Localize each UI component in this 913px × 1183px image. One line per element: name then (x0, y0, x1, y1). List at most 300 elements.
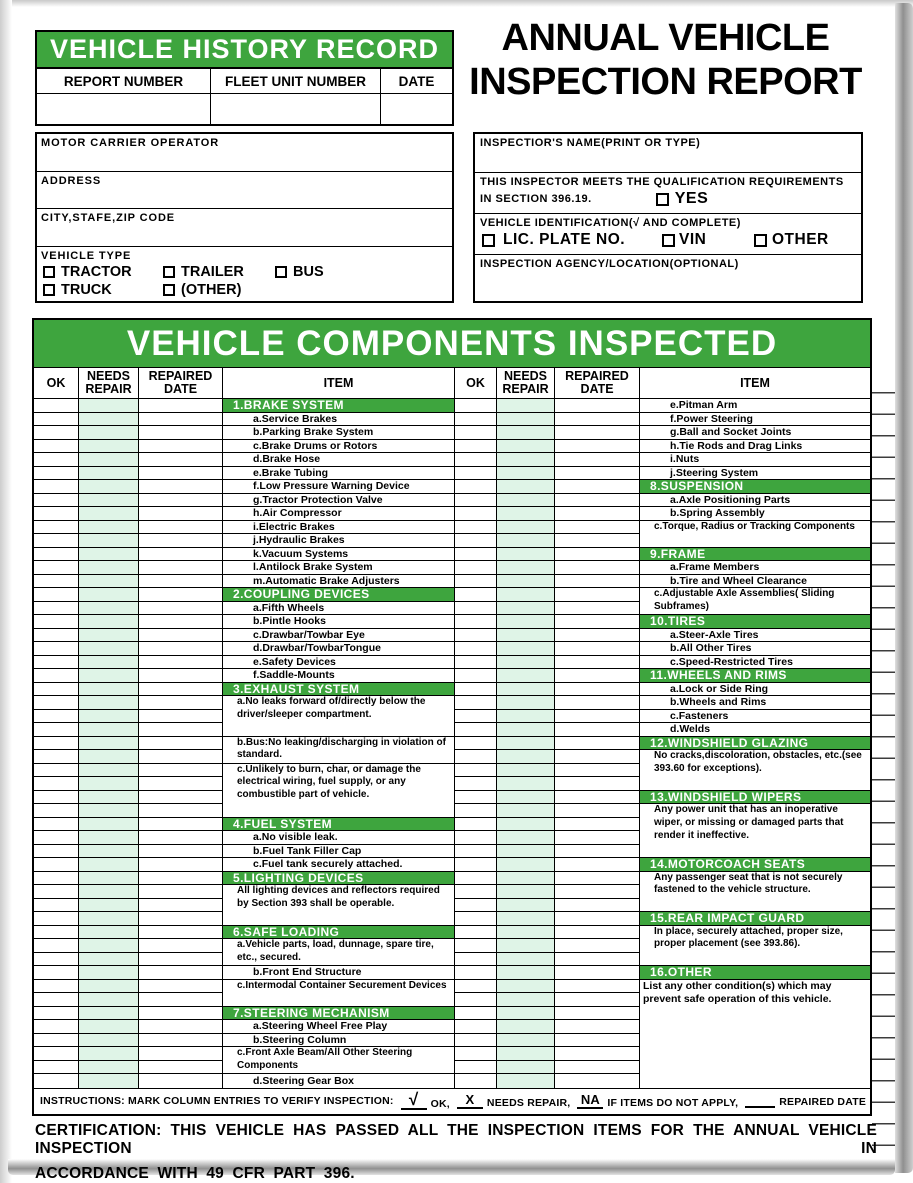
ok-cell[interactable] (455, 831, 497, 844)
repaired-date-cell[interactable] (139, 1034, 223, 1047)
needs-repair-cell[interactable] (497, 791, 555, 804)
needs-repair-cell[interactable] (79, 561, 139, 574)
needs-repair-cell[interactable] (79, 669, 139, 682)
checkbox-icon[interactable] (482, 234, 495, 247)
needs-repair-cell[interactable] (79, 980, 139, 993)
ok-cell[interactable] (455, 939, 497, 952)
needs-repair-cell[interactable] (497, 507, 555, 520)
repaired-date-cell[interactable] (139, 966, 223, 979)
repaired-date-cell[interactable] (555, 588, 640, 601)
checkbox-icon[interactable] (163, 266, 175, 278)
needs-repair-cell[interactable] (79, 426, 139, 439)
repaired-date-cell[interactable] (555, 845, 640, 858)
needs-repair-cell[interactable] (497, 588, 555, 601)
date-cell[interactable] (381, 94, 452, 124)
motor-carrier-operator-field[interactable] (37, 134, 452, 172)
ok-cell[interactable] (455, 521, 497, 534)
needs-repair-cell[interactable] (497, 912, 555, 925)
vehicle-type-option-trailer[interactable]: TRAILER (163, 264, 275, 280)
ok-cell[interactable] (455, 1020, 497, 1033)
ok-cell[interactable] (455, 845, 497, 858)
vehicle-id-option-vin[interactable]: VIN (662, 231, 754, 249)
repaired-date-cell[interactable] (555, 629, 640, 642)
ok-cell[interactable] (34, 480, 79, 493)
repaired-date-cell[interactable] (555, 831, 640, 844)
ok-cell[interactable] (34, 764, 79, 777)
needs-repair-cell[interactable] (79, 777, 139, 790)
vehicle-type-option-tractor[interactable]: TRACTOR (43, 264, 163, 280)
repaired-date-cell[interactable] (555, 413, 640, 426)
needs-repair-cell[interactable] (79, 534, 139, 547)
ok-cell[interactable] (455, 737, 497, 750)
needs-repair-cell[interactable] (79, 953, 139, 966)
repaired-date-cell[interactable] (139, 575, 223, 588)
ok-cell[interactable] (455, 1007, 497, 1020)
needs-repair-cell[interactable] (497, 804, 555, 817)
repaired-date-cell[interactable] (555, 764, 640, 777)
repaired-date-cell[interactable] (139, 899, 223, 912)
needs-repair-cell[interactable] (497, 737, 555, 750)
repaired-date-cell[interactable] (139, 845, 223, 858)
repaired-date-cell[interactable] (555, 656, 640, 669)
ok-cell[interactable] (34, 1061, 79, 1074)
repaired-date-cell[interactable] (555, 966, 640, 979)
needs-repair-cell[interactable] (497, 818, 555, 831)
needs-repair-cell[interactable] (79, 615, 139, 628)
ok-cell[interactable] (34, 669, 79, 682)
ok-cell[interactable] (34, 710, 79, 723)
ok-cell[interactable] (455, 858, 497, 871)
needs-repair-cell[interactable] (79, 494, 139, 507)
repaired-date-cell[interactable] (139, 980, 223, 993)
needs-repair-cell[interactable] (497, 980, 555, 993)
ok-cell[interactable] (455, 777, 497, 790)
ok-cell[interactable] (34, 521, 79, 534)
ok-cell[interactable] (34, 575, 79, 588)
repaired-date-cell[interactable] (139, 629, 223, 642)
ok-cell[interactable] (455, 912, 497, 925)
repaired-date-cell[interactable] (555, 858, 640, 871)
ok-cell[interactable] (34, 737, 79, 750)
repaired-date-cell[interactable] (139, 993, 223, 1006)
repaired-date-cell[interactable] (139, 737, 223, 750)
repaired-date-cell[interactable] (139, 561, 223, 574)
needs-repair-cell[interactable] (79, 993, 139, 1006)
ok-cell[interactable] (34, 791, 79, 804)
repaired-date-cell[interactable] (555, 777, 640, 790)
needs-repair-cell[interactable] (79, 507, 139, 520)
needs-repair-cell[interactable] (79, 602, 139, 615)
repaired-date-cell[interactable] (555, 723, 640, 736)
needs-repair-cell[interactable] (79, 575, 139, 588)
repaired-date-cell[interactable] (139, 453, 223, 466)
checkbox-icon[interactable] (43, 266, 55, 278)
repaired-date-cell[interactable] (139, 710, 223, 723)
repaired-date-cell[interactable] (555, 1047, 640, 1060)
repaired-date-cell[interactable] (139, 480, 223, 493)
ok-cell[interactable] (34, 845, 79, 858)
needs-repair-cell[interactable] (497, 521, 555, 534)
repaired-date-cell[interactable] (139, 426, 223, 439)
ok-cell[interactable] (34, 629, 79, 642)
repaired-date-cell[interactable] (139, 1047, 223, 1060)
needs-repair-cell[interactable] (497, 413, 555, 426)
ok-cell[interactable] (455, 804, 497, 817)
needs-repair-cell[interactable] (497, 1020, 555, 1033)
ok-cell[interactable] (34, 899, 79, 912)
checkbox-icon[interactable] (163, 284, 175, 296)
checkbox-icon[interactable] (656, 193, 669, 206)
needs-repair-cell[interactable] (497, 615, 555, 628)
ok-cell[interactable] (455, 993, 497, 1006)
ok-cell[interactable] (34, 507, 79, 520)
ok-cell[interactable] (455, 656, 497, 669)
ok-cell[interactable] (34, 399, 79, 412)
needs-repair-cell[interactable] (79, 764, 139, 777)
repaired-date-cell[interactable] (139, 939, 223, 952)
needs-repair-cell[interactable] (497, 575, 555, 588)
ok-cell[interactable] (34, 939, 79, 952)
repaired-date-cell[interactable] (555, 1007, 640, 1020)
needs-repair-cell[interactable] (79, 642, 139, 655)
ok-cell[interactable] (34, 1074, 79, 1088)
vehicle-id-option-other[interactable]: OTHER (754, 231, 829, 249)
repaired-date-cell[interactable] (139, 777, 223, 790)
needs-repair-cell[interactable] (497, 1047, 555, 1060)
report-number-cell[interactable] (37, 94, 211, 124)
repaired-date-cell[interactable] (139, 534, 223, 547)
ok-cell[interactable] (34, 602, 79, 615)
ok-cell[interactable] (34, 912, 79, 925)
needs-repair-cell[interactable] (79, 818, 139, 831)
checkbox-icon[interactable] (275, 266, 287, 278)
needs-repair-cell[interactable] (79, 1034, 139, 1047)
repaired-date-cell[interactable] (139, 615, 223, 628)
needs-repair-cell[interactable] (497, 453, 555, 466)
ok-cell[interactable] (455, 885, 497, 898)
ok-cell[interactable] (34, 534, 79, 547)
needs-repair-cell[interactable] (497, 656, 555, 669)
repaired-date-cell[interactable] (555, 926, 640, 939)
needs-repair-cell[interactable] (79, 885, 139, 898)
repaired-date-cell[interactable] (555, 939, 640, 952)
needs-repair-cell[interactable] (79, 521, 139, 534)
ok-cell[interactable] (455, 399, 497, 412)
needs-repair-cell[interactable] (497, 1074, 555, 1088)
ok-cell[interactable] (455, 1047, 497, 1060)
repaired-date-cell[interactable] (139, 521, 223, 534)
ok-cell[interactable] (34, 804, 79, 817)
needs-repair-cell[interactable] (79, 710, 139, 723)
ok-cell[interactable] (455, 642, 497, 655)
ok-cell[interactable] (455, 615, 497, 628)
ok-cell[interactable] (34, 885, 79, 898)
ok-cell[interactable] (455, 872, 497, 885)
needs-repair-cell[interactable] (79, 1020, 139, 1033)
ok-cell[interactable] (455, 467, 497, 480)
repaired-date-cell[interactable] (555, 521, 640, 534)
repaired-date-cell[interactable] (555, 507, 640, 520)
ok-cell[interactable] (34, 1047, 79, 1060)
needs-repair-cell[interactable] (497, 399, 555, 412)
ok-cell[interactable] (34, 818, 79, 831)
needs-repair-cell[interactable] (79, 926, 139, 939)
checkbox-icon[interactable] (43, 284, 55, 296)
ok-cell[interactable] (34, 1034, 79, 1047)
ok-cell[interactable] (34, 683, 79, 696)
ok-cell[interactable] (455, 818, 497, 831)
ok-cell[interactable] (455, 683, 497, 696)
ok-cell[interactable] (34, 467, 79, 480)
needs-repair-cell[interactable] (497, 669, 555, 682)
repaired-date-cell[interactable] (555, 1034, 640, 1047)
ok-cell[interactable] (34, 494, 79, 507)
needs-repair-cell[interactable] (79, 1074, 139, 1088)
needs-repair-cell[interactable] (79, 1061, 139, 1074)
repaired-date-cell[interactable] (139, 467, 223, 480)
ok-cell[interactable] (455, 899, 497, 912)
repaired-date-cell[interactable] (139, 791, 223, 804)
repaired-date-cell[interactable] (555, 696, 640, 709)
repaired-date-cell[interactable] (139, 548, 223, 561)
needs-repair-cell[interactable] (79, 696, 139, 709)
needs-repair-cell[interactable] (497, 885, 555, 898)
needs-repair-cell[interactable] (497, 966, 555, 979)
ok-cell[interactable] (34, 926, 79, 939)
repaired-date-cell[interactable] (555, 885, 640, 898)
repaired-date-cell[interactable] (555, 534, 640, 547)
repaired-date-cell[interactable] (555, 750, 640, 763)
repaired-date-cell[interactable] (139, 912, 223, 925)
needs-repair-cell[interactable] (497, 926, 555, 939)
needs-repair-cell[interactable] (79, 656, 139, 669)
needs-repair-cell[interactable] (497, 993, 555, 1006)
needs-repair-cell[interactable] (79, 804, 139, 817)
repaired-date-cell[interactable] (139, 494, 223, 507)
ok-cell[interactable] (34, 966, 79, 979)
ok-cell[interactable] (455, 575, 497, 588)
vehicle-id-option-license-plate[interactable]: LIC. PLATE NO. (482, 231, 662, 249)
ok-cell[interactable] (34, 453, 79, 466)
needs-repair-cell[interactable] (497, 440, 555, 453)
repaired-date-cell[interactable] (555, 980, 640, 993)
needs-repair-cell[interactable] (497, 710, 555, 723)
inspection-agency-field[interactable] (475, 255, 861, 301)
repaired-date-cell[interactable] (555, 737, 640, 750)
repaired-date-cell[interactable] (555, 993, 640, 1006)
needs-repair-cell[interactable] (79, 737, 139, 750)
needs-repair-cell[interactable] (79, 845, 139, 858)
needs-repair-cell[interactable] (79, 723, 139, 736)
ok-cell[interactable] (455, 669, 497, 682)
repaired-date-cell[interactable] (555, 899, 640, 912)
ok-cell[interactable] (455, 413, 497, 426)
ok-cell[interactable] (455, 629, 497, 642)
needs-repair-cell[interactable] (79, 1007, 139, 1020)
needs-repair-cell[interactable] (497, 548, 555, 561)
needs-repair-cell[interactable] (497, 683, 555, 696)
repaired-date-cell[interactable] (139, 831, 223, 844)
ok-cell[interactable] (34, 426, 79, 439)
repaired-date-cell[interactable] (139, 683, 223, 696)
repaired-date-cell[interactable] (139, 872, 223, 885)
repaired-date-cell[interactable] (555, 872, 640, 885)
vehicle-type-option-bus[interactable]: BUS (275, 264, 324, 280)
ok-cell[interactable] (34, 723, 79, 736)
ok-cell[interactable] (34, 561, 79, 574)
ok-cell[interactable] (34, 872, 79, 885)
repaired-date-cell[interactable] (139, 588, 223, 601)
repaired-date-cell[interactable] (555, 669, 640, 682)
repaired-date-cell[interactable] (555, 467, 640, 480)
needs-repair-cell[interactable] (79, 683, 139, 696)
ok-cell[interactable] (34, 440, 79, 453)
ok-cell[interactable] (455, 426, 497, 439)
repaired-date-cell[interactable] (139, 953, 223, 966)
ok-cell[interactable] (455, 534, 497, 547)
repaired-date-cell[interactable] (555, 818, 640, 831)
repaired-date-cell[interactable] (139, 750, 223, 763)
needs-repair-cell[interactable] (79, 413, 139, 426)
needs-repair-cell[interactable] (497, 602, 555, 615)
ok-cell[interactable] (455, 588, 497, 601)
repaired-date-cell[interactable] (555, 426, 640, 439)
repaired-date-cell[interactable] (555, 440, 640, 453)
repaired-date-cell[interactable] (555, 1074, 640, 1088)
needs-repair-cell[interactable] (497, 723, 555, 736)
repaired-date-cell[interactable] (555, 710, 640, 723)
ok-cell[interactable] (455, 453, 497, 466)
needs-repair-cell[interactable] (79, 939, 139, 952)
ok-cell[interactable] (455, 548, 497, 561)
repaired-date-cell[interactable] (139, 723, 223, 736)
repaired-date-cell[interactable] (555, 494, 640, 507)
ok-cell[interactable] (34, 642, 79, 655)
repaired-date-cell[interactable] (139, 507, 223, 520)
needs-repair-cell[interactable] (79, 467, 139, 480)
vehicle-type-option-other[interactable]: (OTHER) (163, 282, 241, 298)
repaired-date-cell[interactable] (555, 1020, 640, 1033)
repaired-date-cell[interactable] (139, 1020, 223, 1033)
needs-repair-cell[interactable] (497, 872, 555, 885)
needs-repair-cell[interactable] (497, 845, 555, 858)
repaired-date-cell[interactable] (555, 791, 640, 804)
ok-cell[interactable] (455, 1034, 497, 1047)
ok-cell[interactable] (455, 791, 497, 804)
needs-repair-cell[interactable] (497, 494, 555, 507)
repaired-date-cell[interactable] (139, 696, 223, 709)
repaired-date-cell[interactable] (139, 764, 223, 777)
ok-cell[interactable] (34, 615, 79, 628)
ok-cell[interactable] (455, 980, 497, 993)
repaired-date-cell[interactable] (555, 575, 640, 588)
repaired-date-cell[interactable] (555, 602, 640, 615)
repaired-date-cell[interactable] (139, 413, 223, 426)
needs-repair-cell[interactable] (497, 1034, 555, 1047)
checkbox-icon[interactable] (662, 234, 675, 247)
needs-repair-cell[interactable] (497, 939, 555, 952)
needs-repair-cell[interactable] (79, 1047, 139, 1060)
repaired-date-cell[interactable] (139, 1074, 223, 1088)
ok-cell[interactable] (455, 764, 497, 777)
needs-repair-cell[interactable] (497, 629, 555, 642)
vehicle-type-option-truck[interactable]: TRUCK (43, 282, 163, 298)
ok-cell[interactable] (34, 656, 79, 669)
needs-repair-cell[interactable] (79, 399, 139, 412)
ok-cell[interactable] (455, 966, 497, 979)
needs-repair-cell[interactable] (497, 696, 555, 709)
address-field[interactable] (37, 172, 452, 210)
repaired-date-cell[interactable] (139, 669, 223, 682)
needs-repair-cell[interactable] (497, 750, 555, 763)
needs-repair-cell[interactable] (79, 912, 139, 925)
qualification-yes-option[interactable]: YES (656, 190, 709, 208)
needs-repair-cell[interactable] (497, 561, 555, 574)
ok-cell[interactable] (34, 980, 79, 993)
ok-cell[interactable] (34, 993, 79, 1006)
ok-cell[interactable] (34, 548, 79, 561)
needs-repair-cell[interactable] (79, 966, 139, 979)
needs-repair-cell[interactable] (79, 629, 139, 642)
repaired-date-cell[interactable] (139, 656, 223, 669)
ok-cell[interactable] (455, 602, 497, 615)
ok-cell[interactable] (455, 561, 497, 574)
ok-cell[interactable] (455, 750, 497, 763)
needs-repair-cell[interactable] (497, 858, 555, 871)
ok-cell[interactable] (34, 777, 79, 790)
ok-cell[interactable] (455, 480, 497, 493)
repaired-date-cell[interactable] (555, 615, 640, 628)
repaired-date-cell[interactable] (555, 453, 640, 466)
needs-repair-cell[interactable] (497, 899, 555, 912)
repaired-date-cell[interactable] (139, 602, 223, 615)
repaired-date-cell[interactable] (555, 683, 640, 696)
repaired-date-cell[interactable] (555, 480, 640, 493)
repaired-date-cell[interactable] (139, 804, 223, 817)
ok-cell[interactable] (455, 1061, 497, 1074)
needs-repair-cell[interactable] (497, 467, 555, 480)
needs-repair-cell[interactable] (497, 777, 555, 790)
needs-repair-cell[interactable] (497, 1061, 555, 1074)
ok-cell[interactable] (455, 696, 497, 709)
ok-cell[interactable] (34, 750, 79, 763)
fleet-unit-number-cell[interactable] (211, 94, 381, 124)
needs-repair-cell[interactable] (79, 791, 139, 804)
needs-repair-cell[interactable] (79, 588, 139, 601)
repaired-date-cell[interactable] (555, 1061, 640, 1074)
repaired-date-cell[interactable] (139, 885, 223, 898)
ok-cell[interactable] (34, 858, 79, 871)
repaired-date-cell[interactable] (139, 1061, 223, 1074)
repaired-date-cell[interactable] (555, 561, 640, 574)
ok-cell[interactable] (34, 413, 79, 426)
needs-repair-cell[interactable] (497, 831, 555, 844)
ok-cell[interactable] (455, 440, 497, 453)
repaired-date-cell[interactable] (555, 953, 640, 966)
needs-repair-cell[interactable] (497, 1007, 555, 1020)
needs-repair-cell[interactable] (497, 480, 555, 493)
needs-repair-cell[interactable] (497, 764, 555, 777)
checkbox-icon[interactable] (754, 234, 767, 247)
repaired-date-cell[interactable] (139, 440, 223, 453)
ok-cell[interactable] (455, 507, 497, 520)
needs-repair-cell[interactable] (497, 642, 555, 655)
repaired-date-cell[interactable] (555, 912, 640, 925)
city-state-zip-field[interactable] (37, 209, 452, 247)
ok-cell[interactable] (455, 723, 497, 736)
repaired-date-cell[interactable] (555, 642, 640, 655)
needs-repair-cell[interactable] (497, 534, 555, 547)
